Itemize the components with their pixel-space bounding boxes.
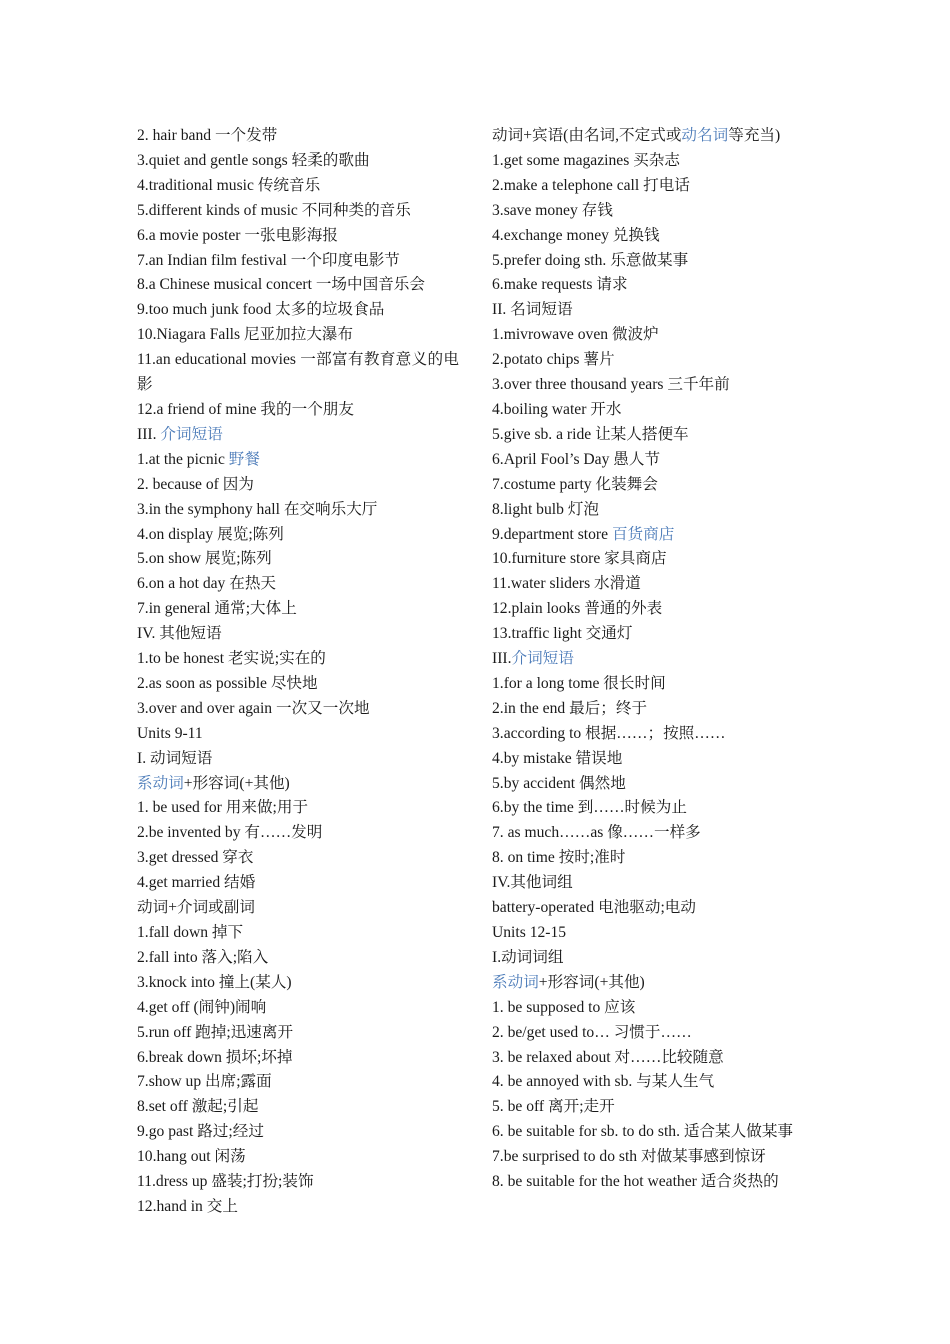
text-line	[137, 1046, 459, 1071]
text-line	[137, 199, 459, 224]
text-line	[137, 921, 459, 946]
text-segment: 11.an educational movies 一部富有教育意义的电影	[137, 351, 459, 394]
text-segment: 动词+宾语(由名词,不定式或	[492, 127, 682, 144]
text-segment: 7. as much……as 像……一样多	[492, 824, 701, 842]
text-segment: 4.exchange money 兑换钱	[492, 226, 660, 244]
text-segment: 4.boiling water 开水	[492, 400, 622, 418]
text-line	[137, 473, 459, 498]
text-line	[492, 1046, 816, 1071]
highlighted-term: 野餐	[228, 450, 260, 468]
text-line	[137, 946, 459, 971]
text-segment: 5.prefer doing sth. 乐意做某事	[492, 251, 689, 269]
text-line	[137, 1095, 459, 1120]
text-line	[137, 423, 459, 448]
text-segment: 2.potato chips 薯片	[492, 351, 615, 369]
text-segment: 6. be suitable for sb. to do sth. 适合某人做某事	[492, 1123, 794, 1141]
text-line	[137, 846, 459, 871]
highlighted-term: 动名词	[681, 127, 729, 144]
text-line	[137, 174, 459, 199]
text-segment: 6.make requests 请求	[492, 276, 628, 294]
text-segment: +形容词(+其他)	[183, 774, 290, 792]
text-line	[137, 224, 459, 249]
text-line	[137, 871, 459, 896]
text-segment: 3.save money 存钱	[492, 201, 613, 219]
text-line	[137, 323, 459, 348]
text-line	[492, 996, 816, 1021]
text-line	[492, 672, 816, 697]
text-line	[492, 298, 816, 323]
text-segment: 6.on a hot day 在热天	[137, 575, 277, 593]
text-line	[492, 896, 816, 921]
text-segment: 3.knock into 撞上(某人)	[137, 973, 292, 991]
text-line	[492, 547, 816, 572]
text-line	[137, 1021, 459, 1046]
text-line	[492, 572, 816, 597]
left-column	[137, 124, 459, 1220]
text-segment: 8. be suitable for the hot weather 适合炎热的	[492, 1173, 779, 1191]
text-segment: 2. because of 因为	[137, 475, 254, 493]
text-segment: 5.give sb. a ride 让某人搭便车	[492, 425, 689, 443]
text-line	[137, 722, 459, 747]
text-line	[492, 124, 816, 149]
text-line	[492, 622, 816, 647]
text-segment: 2.in the end 最后；终于	[492, 699, 648, 717]
text-segment: 1. be supposed to 应该	[492, 998, 636, 1016]
text-segment: 3.quiet and gentle songs 轻柔的歌曲	[137, 151, 370, 169]
text-line	[137, 996, 459, 1021]
highlighted-term: 系动词	[137, 774, 184, 792]
text-line	[137, 971, 459, 996]
text-segment: +形容词(+其他)	[538, 973, 645, 991]
text-line	[137, 622, 459, 647]
text-segment: 9.department store	[492, 525, 612, 543]
text-line	[137, 597, 459, 622]
text-segment: 3.over three thousand years 三千年前	[492, 376, 730, 394]
text-segment: 12.hand in 交上	[137, 1197, 238, 1215]
text-line	[492, 523, 816, 548]
text-segment: 动词+介词或副词	[137, 899, 255, 917]
text-segment: 6.break down 损坏;坏掉	[137, 1048, 293, 1066]
text-line	[137, 1120, 459, 1145]
text-segment: 7.an Indian film festival 一个印度电影节	[137, 251, 400, 269]
text-line	[137, 796, 459, 821]
text-line	[492, 871, 816, 896]
text-line	[492, 199, 816, 224]
text-line	[492, 423, 816, 448]
text-segment: II. 名词短语	[492, 301, 573, 319]
text-segment: 7.in general 通常;大体上	[137, 600, 297, 618]
highlighted-term: 百货商店	[611, 525, 675, 543]
text-line	[492, 323, 816, 348]
text-segment: 1.for a long tome 很长时间	[492, 674, 666, 692]
text-line	[492, 1145, 816, 1170]
text-segment: 3.according to 根据……；按照……	[492, 724, 726, 742]
text-segment: 2.fall into 落入;陷入	[137, 948, 269, 966]
text-segment: 7.show up 出席;露面	[137, 1073, 272, 1091]
text-line	[492, 448, 816, 473]
text-line	[492, 174, 816, 199]
text-segment: 10.furniture store 家具商店	[492, 550, 667, 568]
text-segment: 4.get married 结婚	[137, 874, 256, 892]
text-segment: 5.by accident 偶然地	[492, 774, 626, 792]
text-segment: 4.on display 展览;陈列	[137, 525, 284, 543]
text-segment: 11.dress up 盛装;打扮;装饰	[137, 1173, 314, 1191]
text-line	[492, 373, 816, 398]
text-segment: 3. be relaxed about 对……比较随意	[492, 1048, 724, 1066]
text-segment: 13.traffic light 交通灯	[492, 625, 633, 643]
text-line	[492, 249, 816, 274]
text-line	[492, 921, 816, 946]
text-segment: battery-operated 电池驱动;电动	[492, 899, 696, 917]
text-segment: 9.go past 路过;经过	[137, 1123, 264, 1141]
text-line	[492, 1021, 816, 1046]
text-segment: 3.over and over again 一次又一次地	[137, 699, 370, 717]
text-line	[137, 547, 459, 572]
text-line	[137, 498, 459, 523]
text-segment: I.动词词组	[492, 948, 564, 966]
text-line	[492, 273, 816, 298]
text-segment: 8.set off 激起;引起	[137, 1098, 259, 1116]
text-line	[137, 1145, 459, 1170]
text-segment: 1. be used for 用来做;用于	[137, 799, 309, 817]
text-line	[492, 722, 816, 747]
text-segment: 1.to be honest 老实说;实在的	[137, 650, 326, 668]
text-line	[492, 971, 816, 996]
text-line	[137, 523, 459, 548]
text-line	[137, 448, 459, 473]
text-segment: 8.a Chinese musical concert 一场中国音乐会	[137, 276, 425, 294]
text-line	[137, 896, 459, 921]
text-line	[137, 672, 459, 697]
text-line	[137, 1195, 459, 1220]
text-line	[492, 1070, 816, 1095]
text-line	[492, 1170, 816, 1195]
text-segment: Units 9-11	[137, 724, 203, 742]
text-line	[492, 796, 816, 821]
text-segment: 4.get off (闹钟)闹响	[137, 998, 267, 1016]
text-line	[492, 1120, 816, 1145]
text-segment: 5.run off 跑掉;迅速离开	[137, 1023, 294, 1041]
text-line	[492, 473, 816, 498]
highlighted-term: 系动词	[492, 973, 539, 991]
text-segment: 6.April Fool’s Day 愚人节	[492, 450, 661, 468]
text-segment: 1.fall down 掉下	[137, 924, 244, 941]
text-segment: 3.get dressed 穿衣	[137, 849, 254, 867]
text-segment: 9.too much junk food 太多的垃圾食品	[137, 301, 385, 319]
text-segment: 5.different kinds of music 不同种类的音乐	[137, 201, 411, 219]
text-segment: Units 12-15	[492, 924, 567, 941]
text-line	[492, 149, 816, 174]
text-segment: 1.at the picnic	[137, 450, 229, 468]
text-segment: 5.on show 展览;陈列	[137, 550, 272, 568]
text-segment: 12.plain looks 普通的外表	[492, 600, 663, 618]
text-line	[492, 498, 816, 523]
text-segment: 10.Niagara Falls 尼亚加拉大瀑布	[137, 326, 354, 344]
text-segment: 10.hang out 闲荡	[137, 1148, 246, 1166]
highlighted-term: 介词短语	[160, 425, 223, 443]
text-segment: 8.light bulb 灯泡	[492, 500, 599, 518]
text-segment: III.	[137, 425, 161, 443]
text-segment: 11.water sliders 水滑道	[492, 575, 641, 593]
text-segment: 5. be off 离开;走开	[492, 1098, 615, 1116]
text-line	[492, 348, 816, 373]
text-line	[492, 597, 816, 622]
text-line	[492, 697, 816, 722]
text-line	[137, 398, 459, 423]
text-segment: IV.其他词组	[492, 874, 573, 892]
text-line	[137, 1070, 459, 1095]
text-segment: 7.costume party 化装舞会	[492, 475, 658, 493]
text-line	[492, 846, 816, 871]
text-segment: 12.a friend of mine 我的一个朋友	[137, 400, 354, 418]
text-segment: 3.in the symphony hall 在交响乐大厅	[137, 500, 378, 518]
text-line	[492, 647, 816, 672]
text-segment: 6.by the time 到……时候为止	[492, 799, 687, 817]
text-line	[492, 224, 816, 249]
text-line	[137, 124, 459, 149]
text-segment: 4.by mistake 错误地	[492, 749, 623, 767]
text-line	[137, 249, 459, 274]
text-line	[137, 273, 459, 298]
text-segment: 4.traditional music 传统音乐	[137, 176, 321, 194]
text-line	[492, 821, 816, 846]
text-line	[492, 747, 816, 772]
text-segment: 1.mivrowave oven 微波炉	[492, 326, 659, 344]
text-line	[137, 298, 459, 323]
text-segment: 等充当)	[728, 127, 781, 144]
text-segment: 6.a movie poster 一张电影海报	[137, 226, 338, 244]
highlighted-term: 介词短语	[511, 650, 574, 668]
text-segment: 2. be/get used to… 习惯于……	[492, 1023, 692, 1041]
text-line	[137, 572, 459, 597]
text-segment: 2.make a telephone call 打电话	[492, 176, 690, 194]
text-segment: 2.be invented by 有……发明	[137, 824, 323, 842]
text-segment: 2. hair band 一个发带	[137, 127, 278, 144]
text-segment: 1.get some magazines 买杂志	[492, 151, 680, 169]
text-segment: 7.be surprised to do sth 对做某事感到惊讶	[492, 1148, 766, 1166]
right-column	[492, 124, 816, 1195]
text-segment: III.	[492, 650, 512, 668]
text-line	[137, 697, 459, 722]
text-line	[137, 747, 459, 772]
text-line	[137, 149, 459, 174]
text-segment: 2.as soon as possible 尽快地	[137, 674, 318, 692]
text-line	[492, 946, 816, 971]
text-segment: 4. be annoyed with sb. 与某人生气	[492, 1073, 715, 1091]
text-line	[492, 772, 816, 797]
text-line	[492, 1095, 816, 1120]
text-segment: 8. on time 按时;准时	[492, 849, 626, 867]
text-segment: IV. 其他短语	[137, 625, 222, 643]
text-line	[137, 647, 459, 672]
text-line	[137, 821, 459, 846]
text-segment: I. 动词短语	[137, 749, 213, 767]
text-line	[492, 398, 816, 423]
text-line	[137, 348, 459, 398]
text-line	[137, 1170, 459, 1195]
text-line	[137, 772, 459, 797]
